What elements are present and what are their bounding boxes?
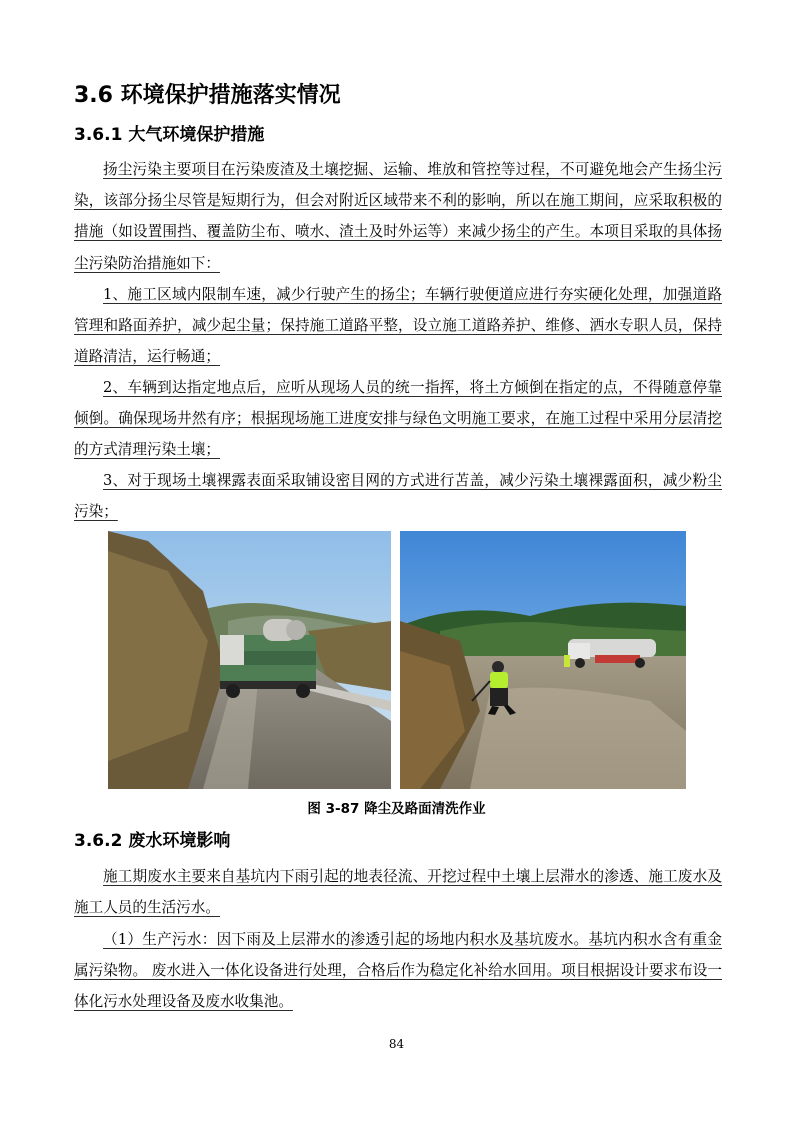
paragraph-text: 扬尘污染主要项目在污染废渣及土壤挖掘、运输、堆放和管控等过程，不可避免地会产生扬尘污染，该部分扬尘尽管是短期行为，但会对附近区域带来不利的影响，所以在施工期间，应采取积极的措施（如设置围挡、覆盖防尘布、喷水、渣土及时外运等）来减少扬尘的产生。本项目采取的具体扬尘污染防治措施如下： (74, 161, 722, 272)
photo-worker-washing-image (400, 531, 686, 789)
section-title: 3.6 环境保护措施落实情况 (74, 83, 341, 108)
paragraph-text: 施工期废水主要来自基坑内下雨引起的地表径流、开挖过程中土壤上层滞水的渗透、施工废水及施工人员的生活污水。 (74, 868, 722, 917)
subsection-title-wastewater: 3.6.2 废水环境影响 (74, 831, 231, 851)
paragraph-measure-2 (74, 372, 722, 466)
paragraph-measure-3 (74, 465, 722, 527)
paragraph-dust-intro (74, 154, 722, 279)
paragraph-text: 1、施工区域内限制车速，减少行驶产生的扬尘；车辆行驶便道应进行夯实硬化处理，加强道路管理和路面养护，减少起尘量；保持施工道路平整，设立施工道路养护、维修、洒水专职人员，保持道路清洁，运行畅通； (74, 286, 722, 366)
paragraph-text: 2、车辆到达指定地点后，应听从现场人员的统一指挥，将土方倾倒在指定的点，不得随意停靠倾倒。确保现场井然有序；根据现场施工进度安排与绿色文明施工要求，在施工过程中采用分层清挖的方式清理污染土壤； (74, 379, 722, 459)
paragraph-production-wastewater (74, 924, 722, 1018)
paragraph-wastewater-intro (74, 861, 722, 923)
subsection-title-air: 3.6.1 大气环境保护措施 (74, 125, 265, 145)
page-number: 84 (388, 1037, 405, 1051)
figure-caption: 图 3-87 降尘及路面清洗作业 (307, 801, 486, 817)
photo-sprinkler-truck (108, 531, 391, 789)
photo-sprinkler-truck-image (108, 531, 391, 789)
paragraph-measure-1 (74, 279, 722, 373)
paragraph-text: （1）生产污水：因下雨及上层滞水的渗透引起的场地内积水及基坑废水。基坑内积水含有重金属污染物。 废水进入一体化设备进行处理，合格后作为稳定化补给水回用。项目根据设计要求布设一体化污水处理设备及废水收集池。 (74, 931, 722, 1011)
paragraph-text: 3、对于现场土壤裸露表面采取铺设密目网的方式进行苫盖，减少污染土壤裸露面积，减少粉尘污染； (74, 472, 722, 521)
photo-worker-washing (400, 531, 686, 789)
